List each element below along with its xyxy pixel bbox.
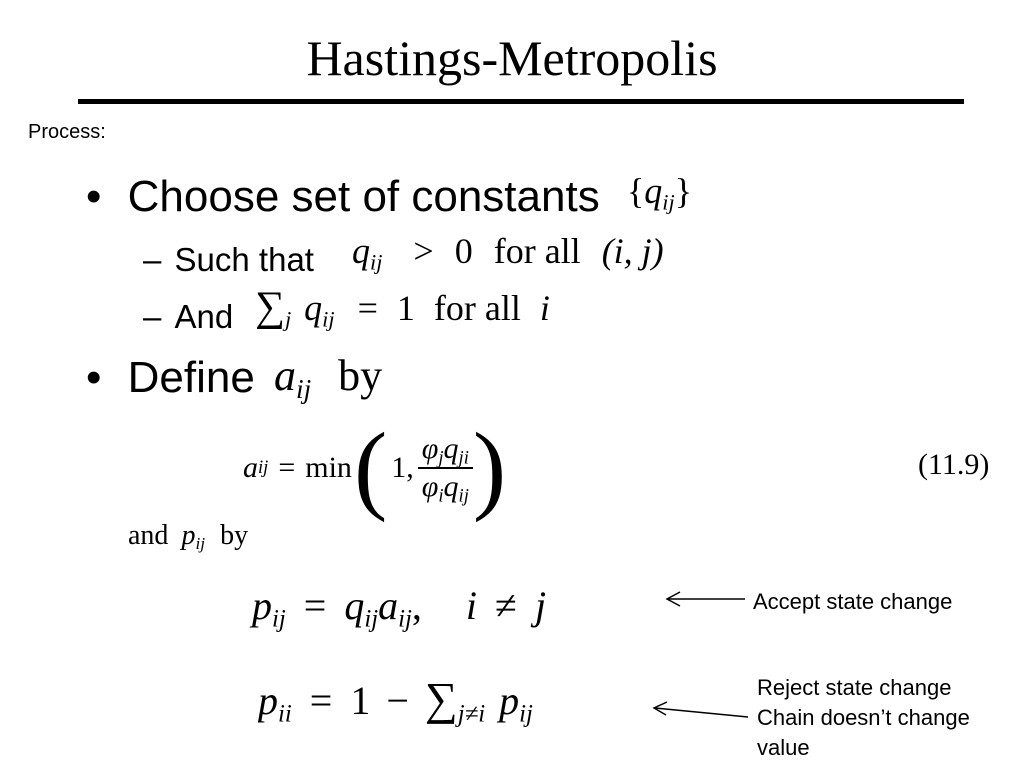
bullet-dot: • bbox=[86, 172, 102, 221]
math-text: by bbox=[338, 351, 383, 400]
math-symbol: q bbox=[352, 231, 370, 271]
math-symbol: i bbox=[465, 583, 478, 628]
math-subscript: ij bbox=[370, 249, 383, 275]
math-subscript: ij bbox=[364, 605, 379, 633]
math-symbol: p bbox=[252, 583, 272, 628]
bullet-text: Choose set of constants bbox=[127, 172, 600, 221]
math-sum: ∑ bbox=[424, 673, 458, 724]
math-symbol: q bbox=[344, 583, 365, 628]
math-subscript: j bbox=[284, 306, 292, 332]
math-symbol: p bbox=[499, 678, 520, 723]
slide-title: Hastings-Metropolis bbox=[306, 30, 718, 86]
math-pair: (i, j) bbox=[601, 231, 664, 271]
brace-close: } bbox=[674, 171, 692, 211]
math-symbol: i bbox=[539, 288, 550, 328]
math-text: for all bbox=[433, 288, 521, 328]
math-operator: ≠ bbox=[495, 583, 517, 628]
subbullet-text: Such that bbox=[174, 241, 314, 278]
bullet-dot: • bbox=[86, 353, 102, 402]
process-label: Process: bbox=[28, 121, 106, 143]
math-symbol: p bbox=[181, 520, 196, 551]
bullet-text: Define bbox=[127, 353, 255, 402]
math-operator: − bbox=[386, 678, 409, 723]
math-operator: = bbox=[309, 678, 333, 723]
math-sum: ∑ bbox=[255, 284, 285, 330]
math-symbol: a bbox=[378, 583, 399, 628]
annotation-reject-line2: Chain doesn’t change bbox=[757, 705, 970, 730]
math-text: for all bbox=[493, 231, 581, 271]
arrow-reject bbox=[654, 702, 748, 717]
math-symbol: a bbox=[274, 351, 296, 400]
math-subscript: ij bbox=[662, 189, 675, 215]
annotation-accept: Accept state change bbox=[753, 589, 953, 614]
math-subscript: i bbox=[438, 485, 444, 507]
math-symbol: a bbox=[243, 451, 258, 484]
left-paren: ( bbox=[353, 412, 388, 523]
math-number: 1 bbox=[396, 288, 415, 328]
annotation-reject-line1: Reject state change bbox=[757, 675, 952, 700]
math-operator: > bbox=[413, 231, 434, 271]
dash: – bbox=[143, 298, 162, 335]
subbullet-text: And bbox=[174, 298, 234, 335]
math-text: by bbox=[220, 520, 249, 551]
math-text: and bbox=[128, 520, 169, 551]
math-subscript: ij bbox=[322, 306, 335, 332]
equation-number: (11.9) bbox=[918, 448, 990, 481]
math-subscript: j bbox=[438, 447, 444, 469]
brace-open: { bbox=[627, 171, 645, 211]
math-symbol: q bbox=[304, 288, 323, 328]
math-symbol: p bbox=[258, 678, 278, 723]
arrow-accept bbox=[667, 592, 745, 606]
math-subscript: ij bbox=[296, 374, 312, 405]
math-operator: = bbox=[278, 451, 296, 484]
math-operator: = bbox=[303, 583, 327, 628]
right-paren: ) bbox=[472, 412, 507, 523]
math-function: min bbox=[305, 451, 352, 484]
math-symbol: φ bbox=[421, 470, 439, 503]
math-operator: = bbox=[357, 288, 378, 328]
math-symbol: q bbox=[644, 171, 663, 211]
math-subscript: ij bbox=[195, 534, 206, 554]
math-subscript: ij bbox=[519, 700, 533, 728]
math-symbol: q bbox=[443, 470, 459, 503]
math-subscript: j≠i bbox=[457, 700, 486, 728]
annotation-reject-line3: value bbox=[757, 735, 810, 760]
math-number: 0 bbox=[454, 231, 473, 271]
math-symbol: φ bbox=[421, 432, 439, 465]
math-punct: , bbox=[411, 583, 422, 628]
math-subscript: ii bbox=[278, 700, 292, 728]
dash: – bbox=[143, 241, 162, 278]
math-subscript: ji bbox=[458, 447, 469, 469]
math-symbol: j bbox=[534, 583, 547, 628]
math-number: 1, bbox=[391, 451, 414, 484]
math-subscript: ij bbox=[272, 605, 286, 633]
math-subscript: ij bbox=[398, 605, 412, 633]
math-subscript: ij bbox=[458, 485, 469, 507]
math-symbol: q bbox=[443, 432, 459, 465]
math-number: 1 bbox=[350, 678, 371, 723]
equation-acceptance: a ij = min ( 1, $\frac{\varphi_jq_{ji}}{\varphi_iq_{ij}}$ ) bbox=[243, 412, 507, 523]
